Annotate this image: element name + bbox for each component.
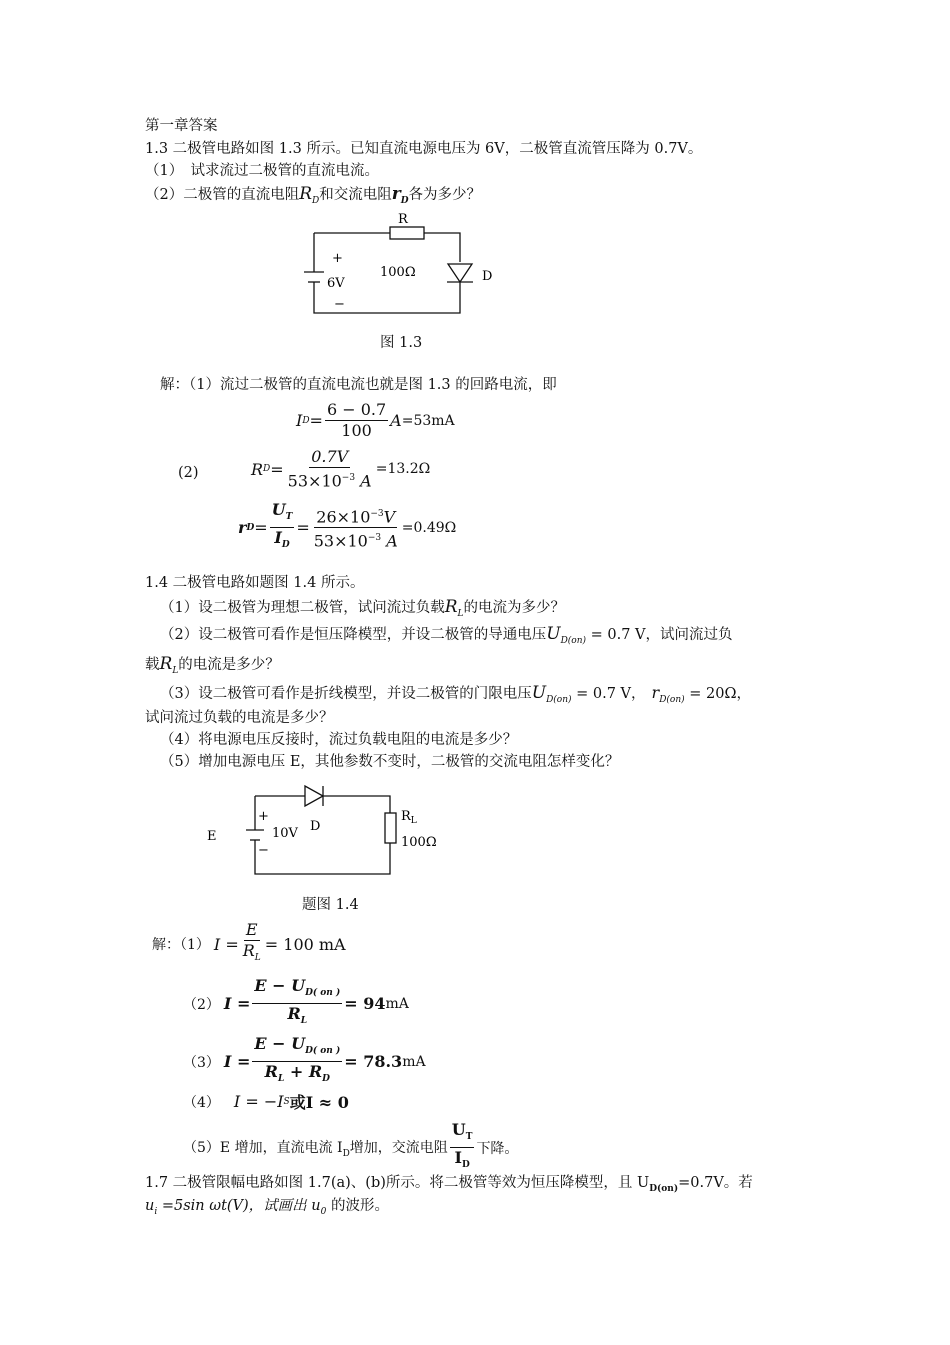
equation-rd: R D = $\frac{0.7V}{53\times 10^{-3} A}$ =13.2Ω bbox=[251, 447, 431, 491]
fig14-minus: − bbox=[258, 843, 269, 858]
fig13-minus: − bbox=[334, 297, 345, 312]
problem-1-4-question-4: （4）将电源电压反接时，流过负载电阻的电流是多少？ bbox=[160, 732, 518, 748]
fig13-plus: + bbox=[332, 251, 343, 266]
problem-1-7-line-1: 1.7 二极管限幅电路如图 1.7(a)、(b)所示。将二极管等效为恒压降模型，且 $U_{D(on)}=0.7V$。若 bbox=[145, 1175, 753, 1194]
problem-1-3-statement: 1.3 二极管电路如图 1.3 所示。已知直流电源电压为 6V，二极管直流管压降为 0.7V。 bbox=[145, 141, 703, 157]
figure-1-3-caption: 图 1.3 bbox=[380, 335, 423, 351]
problem-1-3-question-2: （2）二极管的直流电阻$R_D$和交流电阻$r_D$各为多少？ bbox=[145, 184, 482, 206]
problem-1-4-question-3-cont: 试问流过负载的电流是多少？ bbox=[145, 710, 334, 726]
solution-1-4-part-3: （3） I = $\frac{E - U_{D( on )}}{R_L + R_D}$ = 78.3 mA bbox=[183, 1034, 426, 1085]
solution-1-4-part-1: 解：（1） I = $\frac{E}{R_L}$ = 100 mA bbox=[152, 920, 346, 964]
problem-1-7-line-2: $u_i =5\sin$ ωt(V)，试画出 $u_0$ 的波形。 bbox=[145, 1198, 389, 1217]
solution-1-3-intro: 解：（1）流过二极管的直流电流也就是图 1.3 的回路电流，即 bbox=[160, 377, 557, 393]
fig13-r-label: R bbox=[398, 212, 408, 227]
figure-1-3-circuit bbox=[300, 210, 520, 330]
solution-1-4-part-5: （5）E 增加，直流电流 $I_D$增加，交流电阻 $U_T$ $I_D$ 下降。 bbox=[183, 1120, 519, 1171]
fig14-resistance: 100Ω bbox=[401, 835, 437, 850]
figure-1-4-circuit bbox=[200, 782, 460, 882]
page-title: 第一章答案 bbox=[145, 118, 218, 134]
problem-1-4-question-5: （5）增加电源电压 E，其他参数不变时，二极管的交流电阻怎样变化？ bbox=[160, 754, 620, 770]
problem-1-4-question-2: （2）设二极管可看作是恒压降模型，并设二极管的导通电压$U_{D(on)} = 0.7$ V，试问流过负 bbox=[160, 624, 733, 646]
problem-1-4-question-2-cont: 载$R_L$的电流是多少？ bbox=[145, 654, 280, 676]
equation-id: I D = $\frac{6 - 0.7}{100}$ A =53mA bbox=[296, 400, 455, 440]
fig13-resistance: 100Ω bbox=[380, 265, 416, 280]
solution-part-2-label: (2) bbox=[178, 465, 199, 481]
fig14-rl-label: $R_L$ bbox=[401, 809, 417, 826]
fig14-e-label: E bbox=[207, 829, 217, 844]
problem-1-4-question-1: （1）设二极管为理想二极管，试问流过负载$R_L$的电流为多少？ bbox=[160, 597, 566, 619]
problem-1-4-question-3: （3）设二极管可看作是折线模型，并设二极管的门限电压$U_{D(on)} = 0.7$ V， $r_{D(on)} = 20\Omega$， bbox=[160, 683, 751, 705]
solution-1-4-part-4: （4） I = −I S 或I ≈ 0 bbox=[183, 1092, 349, 1112]
fig14-diode-label: D bbox=[310, 819, 321, 834]
fig14-voltage: 10V bbox=[272, 826, 298, 841]
equation-rd-small: r D = $\frac{U_T}{I_D}$ = $\frac{26\times 10^{-3}V}{53\times 10^{-3} A}$ =0.49Ω bbox=[238, 500, 457, 551]
problem-1-4-statement: 1.4 二极管电路如题图 1.4 所示。 bbox=[145, 575, 365, 591]
fig13-voltage: 6V bbox=[327, 276, 345, 291]
fig13-diode-label: D bbox=[482, 269, 493, 284]
problem-1-3-question-1: （1） 试求流过二极管的直流电流。 bbox=[145, 163, 379, 179]
figure-1-4-caption: 题图 1.4 bbox=[302, 897, 359, 913]
solution-1-4-part-2: （2） I = $\frac{E - U_{D( on )}}{R_L}$ = 94 mA bbox=[183, 976, 409, 1027]
fig14-plus: + bbox=[258, 809, 269, 824]
